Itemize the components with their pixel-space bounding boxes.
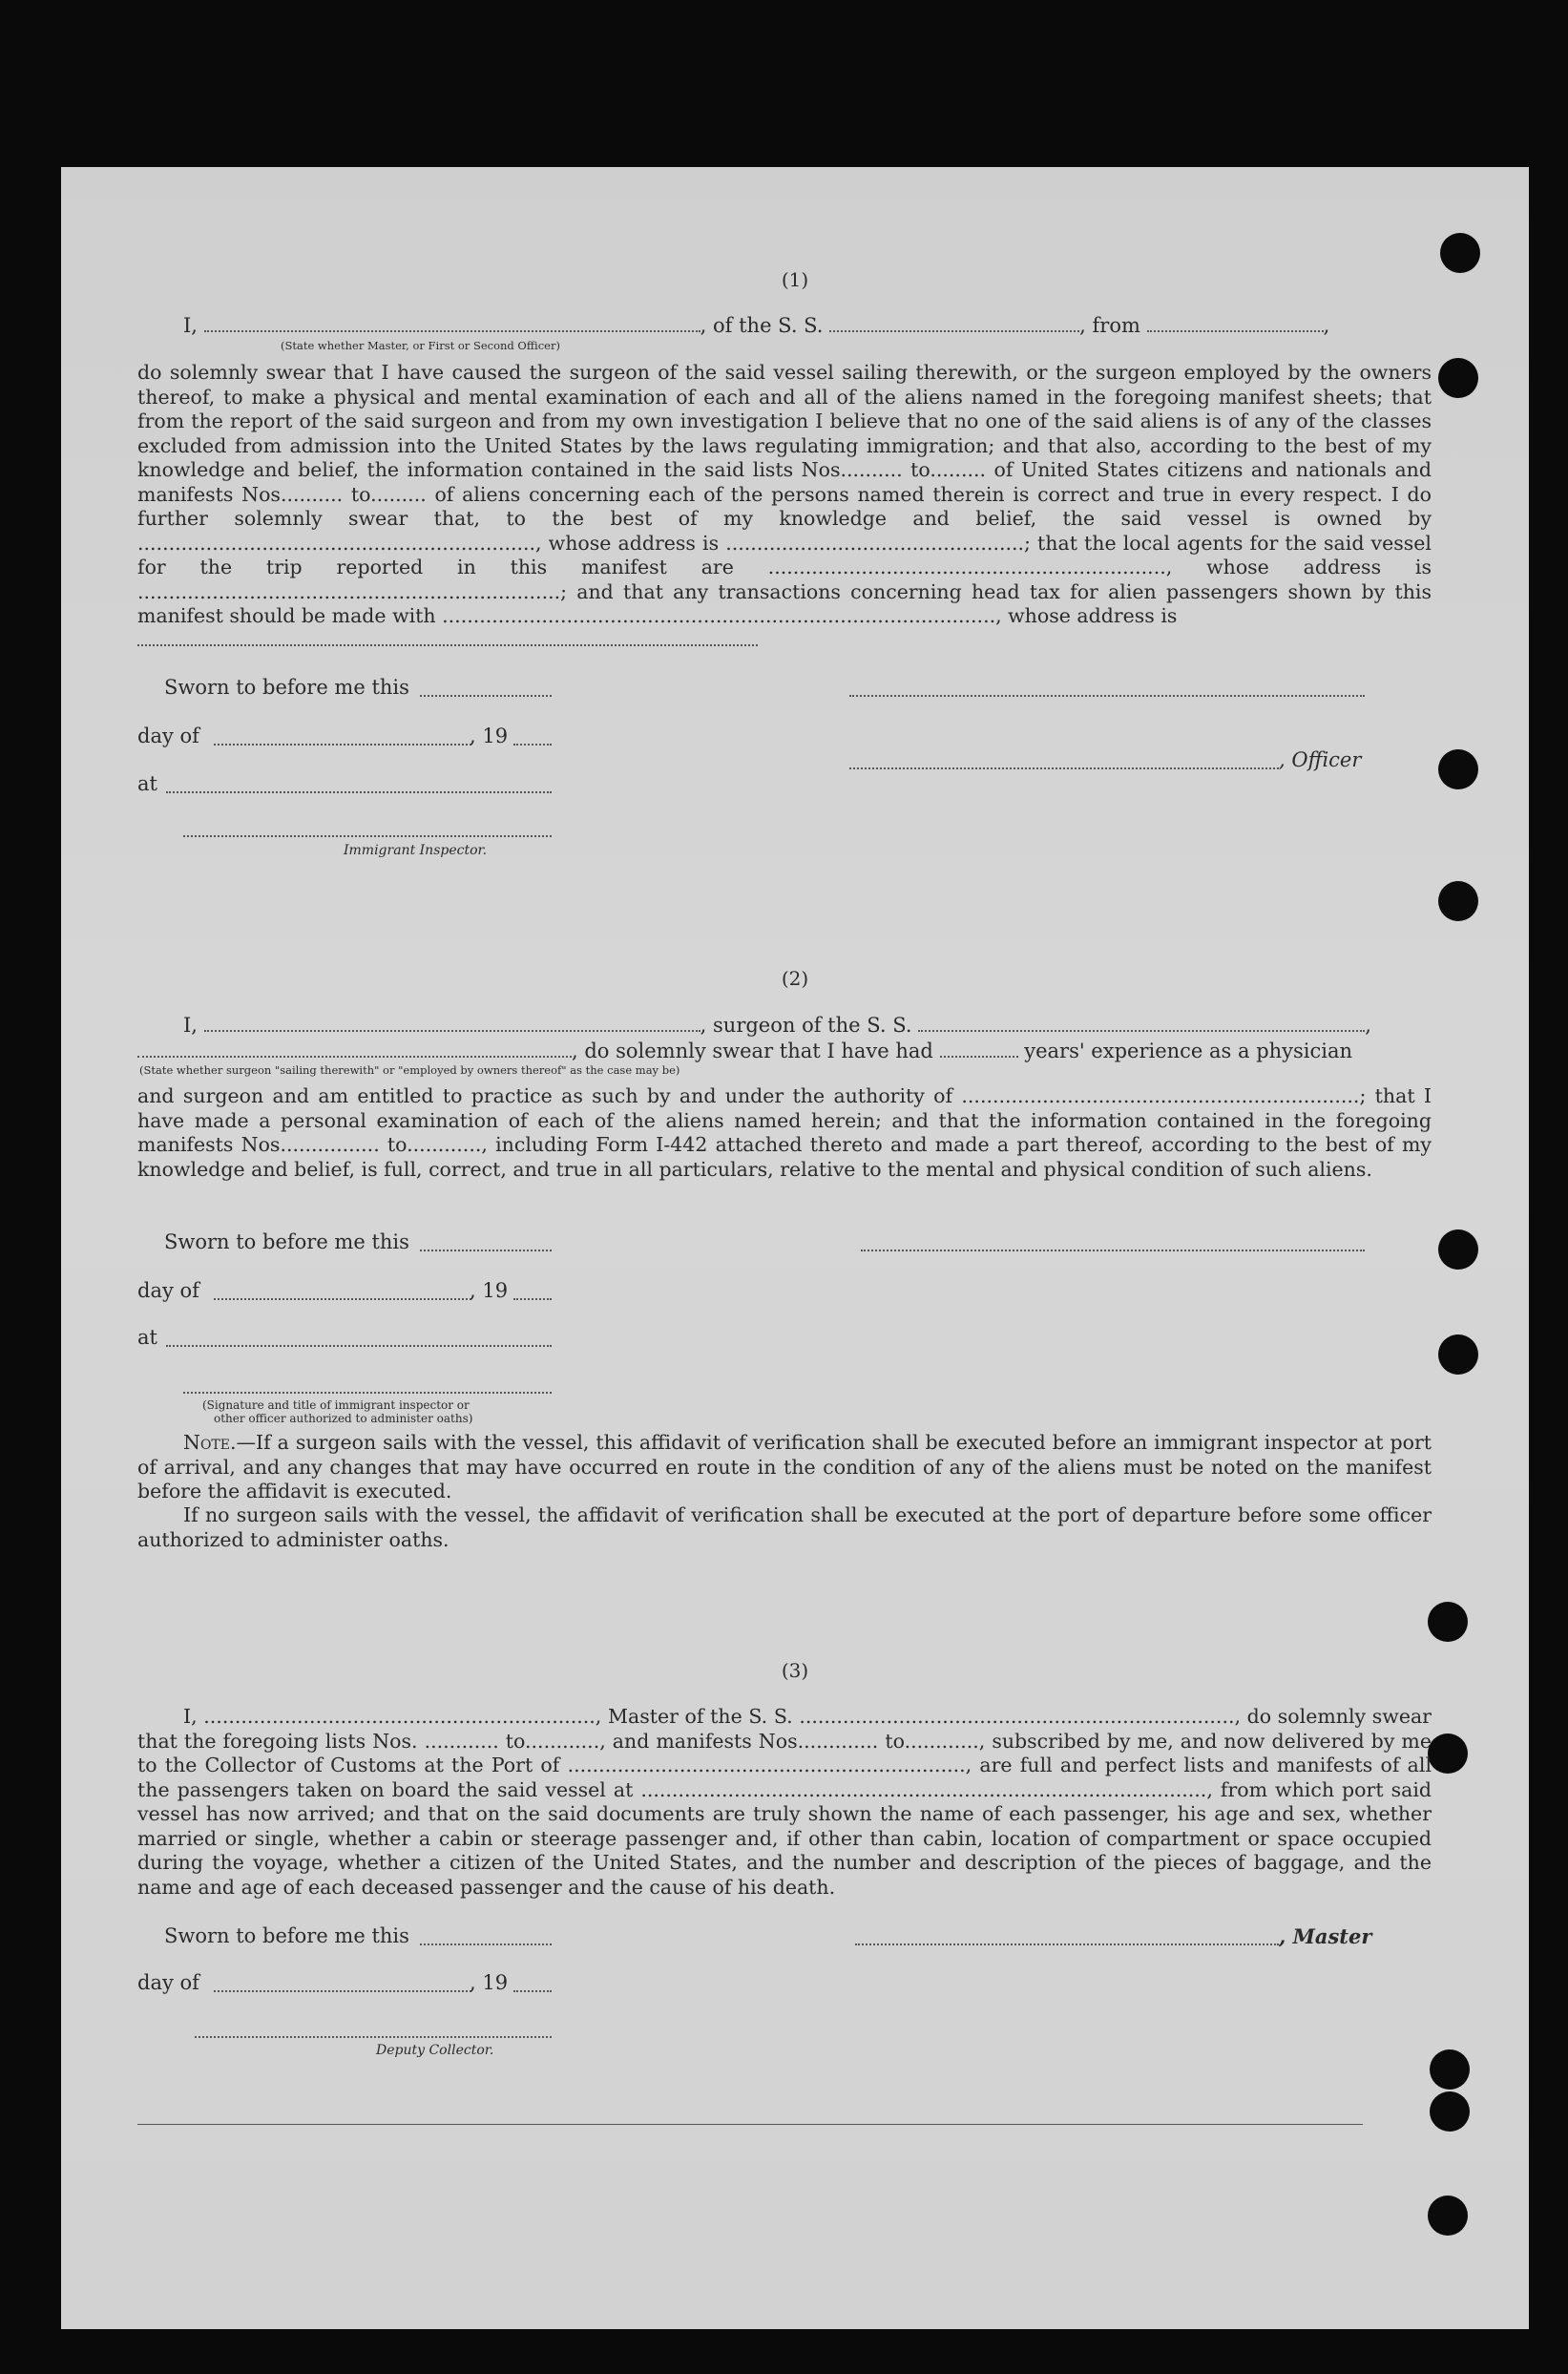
collector-caption: Deputy Collector.: [376, 2043, 494, 2058]
binder-hole-icon: [1438, 749, 1478, 789]
surgeon-status-note: (State whether surgeon "sailing therewith" or "employed by owners thereof" as the case may be): [139, 1063, 680, 1077]
surgeon-ss-label: , surgeon of the S. S.: [700, 1014, 912, 1037]
year-label: , 19: [470, 725, 509, 747]
surgeon-vessel-field[interactable]: [918, 1030, 1365, 1032]
at-place-field[interactable]: [166, 1345, 552, 1347]
year-label: , 19: [470, 1279, 509, 1302]
master-signature-line[interactable]: [855, 1943, 1279, 1945]
day-of-label: day of: [137, 1279, 199, 1302]
sworn-date-field[interactable]: [420, 695, 552, 697]
oath-i: I,: [183, 314, 198, 337]
day-of-field[interactable]: [214, 1298, 471, 1300]
section-2-experience-line: [137, 1040, 1352, 1062]
sworn-label: Sworn to before me this: [164, 676, 409, 699]
at-place-field[interactable]: [166, 791, 552, 793]
binder-hole-icon: [1440, 233, 1480, 273]
oath-i: I,: [183, 1014, 198, 1037]
day-of-label: day of: [137, 725, 199, 747]
year-label: , 19: [470, 1971, 509, 1994]
binder-hole-icon: [1430, 2091, 1470, 2132]
section-1-number: (1): [781, 268, 809, 291]
binder-hole-icon: [1430, 2049, 1470, 2090]
signature-caption-2: other officer authorized to administer oaths): [214, 1412, 473, 1425]
from-label: , from: [1079, 314, 1140, 337]
officer-signature-line[interactable]: [849, 695, 1365, 697]
binder-hole-icon: [1428, 2195, 1468, 2236]
section-2-note: [137, 1431, 1432, 1504]
day-of-field[interactable]: [214, 1990, 471, 1992]
manifest-sheet: [61, 167, 1529, 2329]
collector-signature-line[interactable]: [195, 2036, 552, 2038]
sworn-date-field[interactable]: [420, 1943, 552, 1945]
note-label: Note.: [183, 1431, 237, 1454]
day-of-label: day of: [137, 1971, 199, 1994]
binder-hole-icon: [1438, 881, 1478, 921]
year-field[interactable]: [513, 1990, 552, 1992]
section-3-number: (3): [781, 1659, 809, 1682]
section-1-oath-line: [183, 314, 1329, 337]
section-2-number: (2): [781, 967, 809, 990]
binder-hole-icon: [1438, 358, 1478, 398]
signature-caption-1: (Signature and title of immigrant inspector or: [202, 1398, 470, 1412]
at-label: at: [137, 772, 157, 795]
years-field[interactable]: [940, 1056, 1018, 1058]
binder-hole-icon: [1438, 1334, 1478, 1375]
experience-label: , do solemnly swear that I have had: [572, 1040, 933, 1062]
sworn-date-field[interactable]: [420, 1250, 552, 1251]
section-2-oath-line: [183, 1014, 1371, 1037]
binder-hole-icon: [1438, 1229, 1478, 1270]
sworn-label: Sworn to before me this: [164, 1924, 409, 1947]
inspector-caption: Immigrant Inspector.: [344, 843, 488, 858]
section-2-paragraph: and surgeon and am entitled to practice as such by and under the authority of ................................................................; that I have made a personal examination of each of the aliens named herein; and that the information contained in the foregoing manifests Nos................ to............, including Form I-442 attached thereto and made a part thereof, according to the best of my knowledge and belief, is full, correct, and true in all particulars, relative to the mental and physical condition of such aliens.: [137, 1084, 1432, 1181]
note-text: —If a surgeon sails with the vessel, this affidavit of verification shall be executed before an immigrant inspector at port of arrival, and any changes that may have occurred en route in the condition of any of the aliens must be noted on the manifest before the affidavit is executed.: [137, 1431, 1432, 1502]
surgeon-status-field[interactable]: [137, 1056, 572, 1058]
binder-hole-icon: [1428, 1733, 1468, 1774]
year-field[interactable]: [513, 1298, 552, 1300]
day-of-field[interactable]: [214, 744, 471, 746]
officer-label: , Officer: [1279, 748, 1362, 771]
officer-title-line[interactable]: [849, 767, 1279, 769]
section-3-paragraph: I, ..............................................................., Master of the S. S. ......................................................................, do solemnly swear that the foregoing lists Nos. ............ to............, and manifests Nos............. to............, subscribed by me, and now delivered by me to the Collector of Customs at the Port of ................................................................, are full and perfect lists and manifests of all the passengers taken on board the said vessel at ..........................................................................................., from which port said vessel has now arrived; and that on the said documents are truly shown the name of each passenger, his age and sex, whether married or single, whether a cabin or steerage passenger and, if other than cabin, location of compartment or space occupied during the voyage, whether a citizen of the United States, and the number and description of the pieces of baggage, and the name and age of each deceased passenger and the cause of his death.: [137, 1705, 1432, 1899]
vessel-name-field[interactable]: [829, 330, 1079, 332]
master-label: , Master: [1279, 1924, 1372, 1948]
inspector-signature-line[interactable]: [183, 1392, 552, 1394]
address-line[interactable]: [137, 644, 758, 646]
at-label: at: [137, 1326, 157, 1349]
comma: ,: [1365, 1014, 1371, 1037]
section-1-paragraph: do solemnly swear that I have caused the surgeon of the said vessel sailing therewith, or the surgeon employed by the owners thereof, to make a physical and mental examination of each and all of the aliens named in the foregoing manifest sheets; that from the report of the said surgeon and from my own investigation I believe that no one of the said aliens is of any of the classes excluded from admission into the United States by the laws regulating immigration; and that also, according to the best of my knowledge and belief, the information contained in the said lists Nos.......... to......... of United States citizens and nationals and manifests Nos.......... to......... of aliens concerning each of the persons named therein is correct and true in every respect. I do further solemnly swear that, to the best of my knowledge and belief, the said vessel is owned by ................................................................, whose address is ................................................; that the local agents for the said vessel for the trip reported in this manifest are ................................................................, whose address is ....................................................................; and that any transactions concerning head tax for alien passengers shown by this manifest should be made with ........................................................................................., whose address is: [137, 361, 1432, 627]
binder-hole-icon: [1428, 1602, 1468, 1642]
bottom-rule: [137, 2124, 1363, 2125]
of-ss-label: , of the S. S.: [700, 314, 824, 337]
section-2-note-2: If no surgeon sails with the vessel, the affidavit of verification shall be executed at the port of departure before some officer authorized to administer oaths.: [137, 1503, 1432, 1551]
surgeon-signature-line[interactable]: [861, 1250, 1365, 1251]
from-port-field[interactable]: [1147, 330, 1324, 332]
comma: ,: [1323, 314, 1330, 337]
officer-name-field[interactable]: [204, 330, 700, 332]
sworn-label: Sworn to before me this: [164, 1230, 409, 1253]
year-field[interactable]: [513, 744, 552, 746]
officer-rank-note: (State whether Master, or First or Second Officer): [281, 339, 560, 352]
physician-label: years' experience as a physician: [1024, 1040, 1353, 1062]
surgeon-name-field[interactable]: [204, 1030, 700, 1032]
inspector-signature-line[interactable]: [183, 835, 552, 837]
